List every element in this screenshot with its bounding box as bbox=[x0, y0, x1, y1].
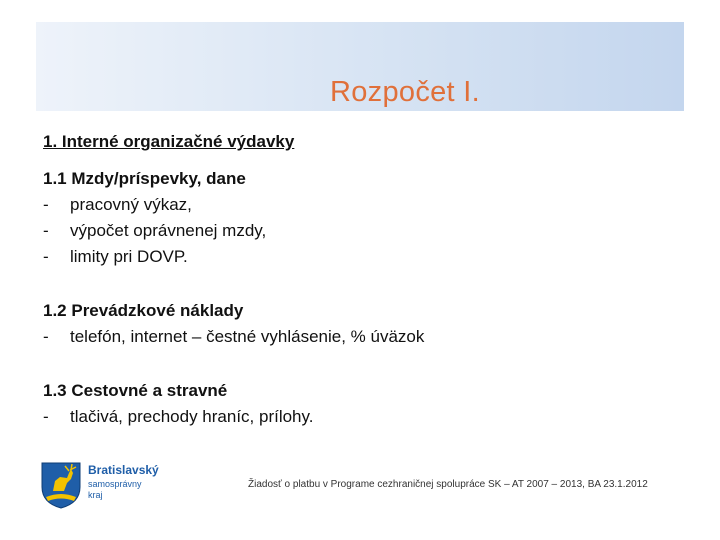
title-band bbox=[36, 22, 684, 111]
footer-text: Žiadosť o platbu v Programe cezhraničnej spolupráce SK – AT 2007 – 2013, BA 23.1.2012 bbox=[248, 479, 648, 490]
logo-name: Bratislavský bbox=[88, 463, 159, 477]
section-title: 1.3 Cestovné a stravné bbox=[43, 381, 228, 400]
slide-title: Rozpočet I. bbox=[330, 76, 480, 108]
coat-of-arms-icon bbox=[42, 463, 80, 508]
section-mzdy bbox=[43, 166, 683, 270]
list-item: - tlačivá, prechody hraníc, prílohy. bbox=[43, 407, 314, 426]
section-cestovne bbox=[43, 378, 683, 430]
list-item: - pracovný výkaz, bbox=[43, 195, 192, 214]
bratislava-region-logo bbox=[40, 461, 200, 509]
section-prevadzkove bbox=[43, 298, 683, 350]
main-heading: 1. Interné organizačné výdavky bbox=[43, 132, 295, 151]
section-title: 1.1 Mzdy/príspevky, dane bbox=[43, 169, 246, 188]
list-item: - limity pri DOVP. bbox=[43, 247, 188, 266]
logo-line-3: kraj bbox=[88, 490, 103, 500]
list-item: - telefón, internet – čestné vyhlásenie, % úväzok bbox=[43, 327, 425, 346]
logo-line-2: samosprávny bbox=[88, 479, 142, 489]
section-title: 1.2 Prevádzkové náklady bbox=[43, 301, 244, 320]
slide-content bbox=[43, 131, 683, 458]
list-item: - výpočet oprávnenej mzdy, bbox=[43, 221, 267, 240]
